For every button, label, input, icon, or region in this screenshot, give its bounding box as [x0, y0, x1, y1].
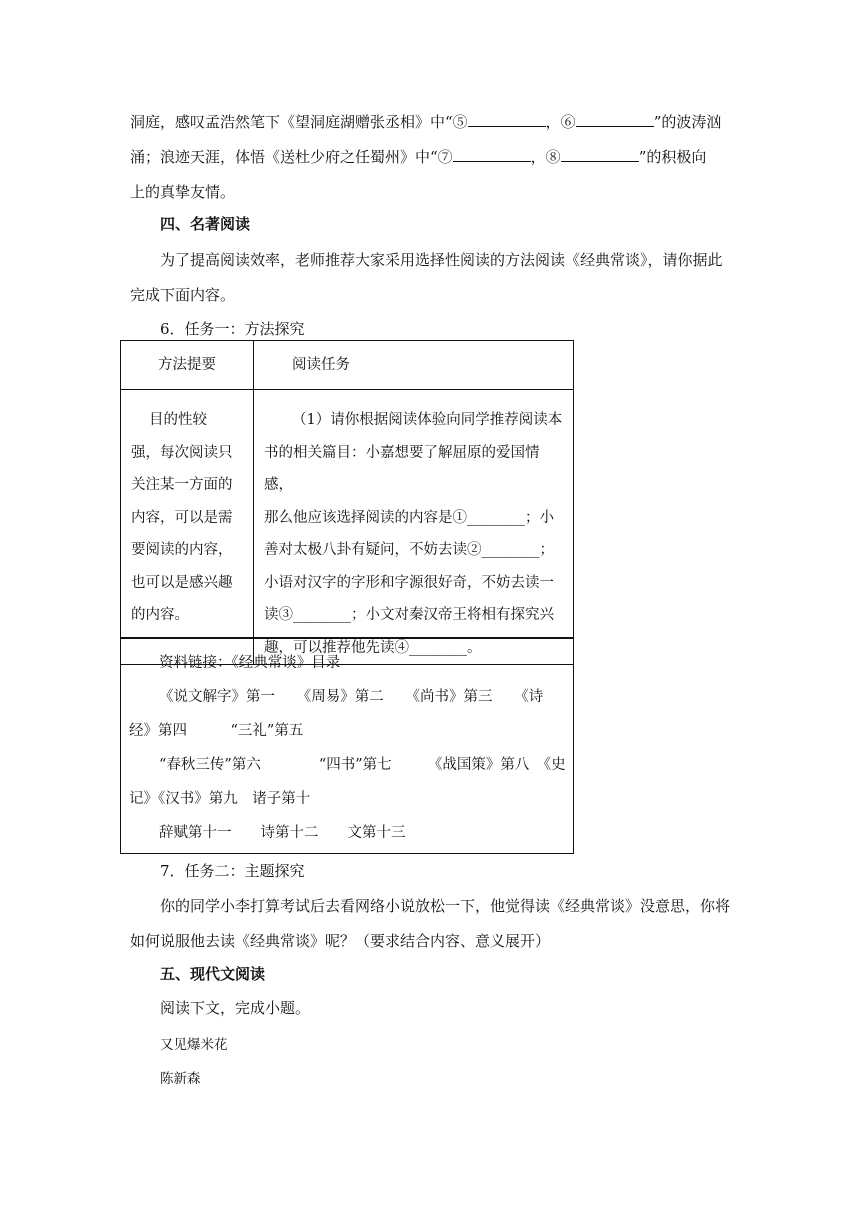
answer-blank-5[interactable]: [468, 112, 546, 127]
section4-para-line-1: 为了提高阅读效率，老师推荐大家采用选择性阅读的方法阅读《经典常谈》，请你据此: [160, 251, 723, 269]
section4-para-line-2: 完成下面内容。: [130, 286, 236, 304]
resource-line-5: 辞赋第十一 诗第十二 文第十三: [159, 825, 406, 841]
section5-instruction: 阅读下文，完成小题。: [160, 999, 311, 1017]
task-line: 善对太极八卦有疑问，不妨去读②________；: [264, 542, 554, 558]
task-line: 书的相关篇目：小嘉想要了解屈原的爱国情感，: [264, 444, 540, 493]
answer-blank-7[interactable]: [453, 147, 531, 162]
task-7-line-1: 你的同学小李打算考试后去看网络小说放松一下，他觉得读《经典常谈》没意思，你将: [160, 897, 731, 915]
task-7-line-2: 如何说服他去读《经典常谈》呢？（要求结合内容、意义展开）: [130, 932, 551, 950]
resource-line-4: 记》《汉书》第九 诸子第十: [129, 791, 311, 807]
intro-text: 洞庭，感叹孟浩然笔下《望洞庭湖赠张丞相》中“⑤: [130, 113, 468, 131]
method-cell: [121, 390, 254, 665]
resource-line-3: “春秋三传”第六 “四书”第七 《战国策》第八 《史: [159, 757, 566, 773]
intro-text: 涌；浪迹天涯，体悟《送杜少府之任蜀州》中“⑦: [130, 148, 453, 166]
intro-line-1: [130, 111, 721, 132]
resource-box: [120, 637, 574, 854]
resource-line-2: 经》第四 “三礼”第五: [129, 723, 304, 739]
intro-text: ，⑥: [545, 113, 576, 131]
intro-text: ”的波涛汹: [653, 113, 722, 131]
task-line: 趣，可以推荐他先读④________。: [264, 639, 482, 656]
task-line: 那么他应该选择阅读的内容是①________；小: [264, 509, 554, 526]
method-line: 强，每次阅读只: [131, 444, 233, 461]
intro-line-3: 上的真挚友情。: [130, 183, 236, 201]
method-line: 内容，可以是需: [131, 509, 233, 526]
resource-title: 资料链接：《经典常谈》目录: [159, 655, 341, 671]
answer-blank-8[interactable]: [561, 147, 639, 162]
table-header-method: 方法提要: [121, 341, 254, 390]
article-author: 陈新森: [160, 1071, 201, 1087]
task-7-label: 7．任务二：主题探究: [160, 862, 305, 880]
method-line: 要阅读的内容，: [131, 542, 233, 558]
answer-blank-6[interactable]: [576, 112, 654, 127]
method-line: 目的性较: [149, 412, 207, 428]
resource-line-1: 《说文解字》第一 《周易》第二 《尚书》第三 《诗: [159, 689, 544, 705]
section-heading-4: 四、名著阅读: [160, 215, 251, 233]
article-title: 又见爆米花: [160, 1037, 228, 1053]
intro-text: ，⑧: [530, 148, 561, 166]
section-heading-5: 五、现代文阅读: [160, 965, 266, 983]
task-6-label: 6．任务一：方法探究: [160, 320, 305, 338]
method-line: 关注某一方面的: [131, 477, 233, 493]
task-cell: [254, 390, 574, 665]
table-header-task: 阅读任务: [254, 341, 574, 390]
task-line: 小语对汉字的字形和字源很好奇，不妨去读一: [264, 574, 554, 591]
task-line: （1）请你根据阅读体验向同学推荐阅读本: [292, 412, 563, 428]
intro-text: ”的积极向: [638, 148, 707, 166]
intro-line-2: [130, 146, 706, 167]
task-line: 读③________；小文对秦汉帝王将相有探究兴: [264, 607, 554, 623]
method-table: [120, 340, 574, 665]
method-line: 也可以是感兴趣: [131, 574, 233, 591]
method-line: 的内容。: [131, 607, 189, 623]
